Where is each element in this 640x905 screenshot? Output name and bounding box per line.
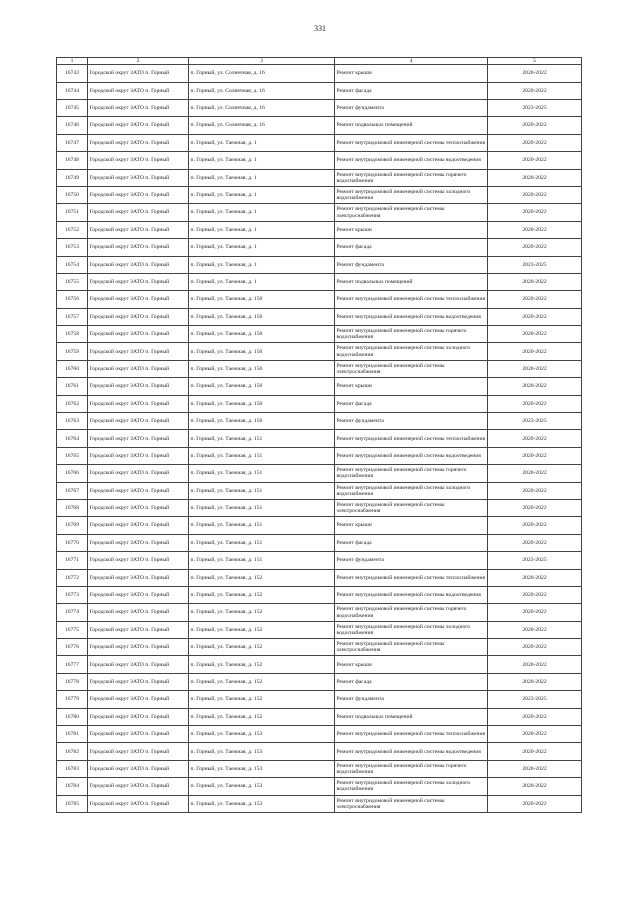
row-number: 16753 [57, 239, 88, 256]
table-row [57, 708, 582, 725]
address-cell: п. Горный, ул. Таежная, д. 151 [189, 447, 335, 464]
header-cell-number: 1 [57, 58, 88, 65]
table-row [57, 482, 582, 499]
work-type-cell: Ремонт внутридомовой инженерной системы электроснабжения [335, 795, 488, 812]
row-number: 16747 [57, 134, 88, 151]
work-type-cell: Ремонт внутридомовой инженерной системы теплоснабжения [335, 726, 488, 743]
period-cell: 2020-2022 [488, 621, 582, 638]
table-row [57, 239, 582, 256]
period-cell: 2020-2022 [488, 447, 582, 464]
row-number: 16784 [57, 778, 88, 795]
period-cell: 2020-2022 [488, 482, 582, 499]
row-number: 16743 [57, 65, 88, 82]
address-cell: п. Горный, ул. Таежная, д. 153 [189, 726, 335, 743]
row-number: 16759 [57, 343, 88, 360]
row-number: 16777 [57, 656, 88, 673]
address-cell: п. Горный, ул. Таежная, д. 150 [189, 413, 335, 430]
row-number: 16775 [57, 621, 88, 638]
work-type-cell: Ремонт внутридомовой инженерной системы холодного водоснабжения [335, 186, 488, 203]
period-cell: 2023-2025 [488, 691, 582, 708]
row-number: 16757 [57, 308, 88, 325]
municipality-cell: Городской округ ЗАТО п. Горный [88, 378, 189, 395]
row-number: 16778 [57, 673, 88, 690]
work-type-cell: Ремонт крыши [335, 517, 488, 534]
work-type-cell: Ремонт фасада [335, 395, 488, 412]
address-cell: п. Горный, ул. Таежная, д. 150 [189, 343, 335, 360]
table-row [57, 326, 582, 343]
municipality-cell: Городской округ ЗАТО п. Горный [88, 795, 189, 812]
table-row [57, 465, 582, 482]
period-cell: 2023-2025 [488, 413, 582, 430]
address-cell: п. Горный, ул. Солнечная, д. 16 [189, 117, 335, 134]
municipality-cell: Городской округ ЗАТО п. Горный [88, 326, 189, 343]
table-row [57, 343, 582, 360]
address-cell: п. Горный, ул. Таежная, д. 151 [189, 517, 335, 534]
table-row [57, 760, 582, 777]
table-row [57, 673, 582, 690]
period-cell: 2023-2025 [488, 99, 582, 116]
address-cell: п. Горный, ул. Таежная, д. 151 [189, 499, 335, 516]
table-row [57, 65, 582, 82]
address-cell: п. Горный, ул. Таежная, д. 153 [189, 778, 335, 795]
municipality-cell: Городской округ ЗАТО п. Горный [88, 604, 189, 621]
period-cell: 2020-2022 [488, 291, 582, 308]
municipality-cell: Городской округ ЗАТО п. Горный [88, 447, 189, 464]
period-cell: 2023-2025 [488, 552, 582, 569]
row-number: 16776 [57, 639, 88, 656]
work-type-cell: Ремонт внутридомовой инженерной системы холодного водоснабжения [335, 343, 488, 360]
period-cell: 2020-2022 [488, 360, 582, 377]
row-number: 16752 [57, 221, 88, 238]
period-cell: 2020-2022 [488, 186, 582, 203]
period-cell: 2020-2022 [488, 760, 582, 777]
row-number: 16780 [57, 708, 88, 725]
work-type-cell: Ремонт фундамента [335, 99, 488, 116]
work-type-cell: Ремонт внутридомовой инженерной системы водоотведения [335, 743, 488, 760]
municipality-cell: Городской округ ЗАТО п. Горный [88, 673, 189, 690]
period-cell: 2020-2022 [488, 82, 582, 99]
municipality-cell: Городской округ ЗАТО п. Горный [88, 621, 189, 638]
row-number: 16771 [57, 552, 88, 569]
municipality-cell: Городской округ ЗАТО п. Горный [88, 760, 189, 777]
address-cell: п. Горный, ул. Таежная, д. 150 [189, 326, 335, 343]
municipality-cell: Городской округ ЗАТО п. Горный [88, 152, 189, 169]
period-cell: 2020-2022 [488, 795, 582, 812]
municipality-cell: Городской округ ЗАТО п. Горный [88, 726, 189, 743]
address-cell: п. Горный, ул. Таежная, д. 152 [189, 604, 335, 621]
table-row [57, 395, 582, 412]
work-type-cell: Ремонт крыши [335, 221, 488, 238]
address-cell: п. Горный, ул. Таежная, д. 150 [189, 308, 335, 325]
table-row [57, 256, 582, 273]
address-cell: п. Горный, ул. Таежная, д. 1 [189, 273, 335, 290]
row-number: 16760 [57, 360, 88, 377]
period-cell: 2020-2022 [488, 343, 582, 360]
municipality-cell: Городской округ ЗАТО п. Горный [88, 343, 189, 360]
municipality-cell: Городской округ ЗАТО п. Горный [88, 360, 189, 377]
row-number: 16748 [57, 152, 88, 169]
period-cell: 2020-2022 [488, 778, 582, 795]
table-row [57, 534, 582, 551]
row-number: 16765 [57, 447, 88, 464]
work-type-cell: Ремонт внутридомовой инженерной системы теплоснабжения [335, 291, 488, 308]
municipality-cell: Городской округ ЗАТО п. Горный [88, 778, 189, 795]
table-row [57, 621, 582, 638]
address-cell: п. Горный, ул. Таежная, д. 150 [189, 395, 335, 412]
table-row [57, 152, 582, 169]
work-type-cell: Ремонт фасада [335, 534, 488, 551]
municipality-cell: Городской округ ЗАТО п. Горный [88, 499, 189, 516]
table-row [57, 586, 582, 603]
address-cell: п. Горный, ул. Таежная, д. 153 [189, 795, 335, 812]
municipality-cell: Городской округ ЗАТО п. Горный [88, 273, 189, 290]
table-row [57, 656, 582, 673]
municipality-cell: Городской округ ЗАТО п. Горный [88, 743, 189, 760]
work-type-cell: Ремонт подвальных помещений [335, 273, 488, 290]
row-number: 16763 [57, 413, 88, 430]
address-cell: п. Горный, ул. Таежная, д. 152 [189, 569, 335, 586]
municipality-cell: Городской округ ЗАТО п. Горный [88, 708, 189, 725]
work-type-cell: Ремонт внутридомовой инженерной системы холодного водоснабжения [335, 778, 488, 795]
work-type-cell: Ремонт внутридомовой инженерной системы холодного водоснабжения [335, 621, 488, 638]
municipality-cell: Городской округ ЗАТО п. Горный [88, 134, 189, 151]
municipality-cell: Городской округ ЗАТО п. Горный [88, 586, 189, 603]
work-type-cell: Ремонт крыши [335, 656, 488, 673]
municipality-cell: Городской округ ЗАТО п. Горный [88, 465, 189, 482]
row-number: 16785 [57, 795, 88, 812]
work-type-cell: Ремонт внутридомовой инженерной системы теплоснабжения [335, 569, 488, 586]
work-type-cell: Ремонт фундамента [335, 413, 488, 430]
period-cell: 2020-2022 [488, 743, 582, 760]
municipality-cell: Городской округ ЗАТО п. Горный [88, 482, 189, 499]
table-row [57, 743, 582, 760]
address-cell: п. Горный, ул. Таежная, д. 1 [189, 186, 335, 203]
page-number: 331 [314, 24, 326, 33]
work-type-cell: Ремонт внутридомовой инженерной системы водоотведения [335, 308, 488, 325]
municipality-cell: Городской округ ЗАТО п. Горный [88, 291, 189, 308]
address-cell: п. Горный, ул. Таежная, д. 152 [189, 621, 335, 638]
work-type-cell: Ремонт внутридомовой инженерной системы электроснабжения [335, 639, 488, 656]
row-number: 16749 [57, 169, 88, 186]
header-cell-period: 5 [488, 58, 582, 65]
work-type-cell: Ремонт внутридомовой инженерной системы водоотведения [335, 586, 488, 603]
work-type-cell: Ремонт внутридомовой инженерной системы горячего водоснабжения [335, 760, 488, 777]
table-row [57, 169, 582, 186]
address-cell: п. Горный, ул. Таежная, д. 1 [189, 204, 335, 221]
address-cell: п. Горный, ул. Таежная, д. 152 [189, 656, 335, 673]
address-cell: п. Горный, ул. Таежная, д. 151 [189, 534, 335, 551]
work-type-cell: Ремонт внутридомовой инженерной системы горячего водоснабжения [335, 465, 488, 482]
address-cell: п. Горный, ул. Таежная, д. 153 [189, 760, 335, 777]
period-cell: 2020-2022 [488, 708, 582, 725]
municipality-cell: Городской округ ЗАТО п. Горный [88, 413, 189, 430]
period-cell: 2020-2022 [488, 673, 582, 690]
row-number: 16783 [57, 760, 88, 777]
address-cell: п. Горный, ул. Таежная, д. 151 [189, 482, 335, 499]
table-row [57, 639, 582, 656]
address-cell: п. Горный, ул. Таежная, д. 152 [189, 586, 335, 603]
header-cell-address: 3 [189, 58, 335, 65]
municipality-cell: Городской округ ЗАТО п. Горный [88, 552, 189, 569]
period-cell: 2020-2022 [488, 726, 582, 743]
row-number: 16744 [57, 82, 88, 99]
period-cell: 2020-2022 [488, 639, 582, 656]
address-cell: п. Горный, ул. Таежная, д. 151 [189, 552, 335, 569]
table-row [57, 413, 582, 430]
table-row [57, 447, 582, 464]
period-cell: 2020-2022 [488, 273, 582, 290]
table-row [57, 134, 582, 151]
row-number: 16782 [57, 743, 88, 760]
row-number: 16764 [57, 430, 88, 447]
work-type-cell: Ремонт внутридомовой инженерной системы водоотведения [335, 152, 488, 169]
table-row [57, 691, 582, 708]
period-cell: 2020-2022 [488, 169, 582, 186]
work-type-cell: Ремонт фасада [335, 673, 488, 690]
row-number: 16781 [57, 726, 88, 743]
address-cell: п. Горный, ул. Таежная, д. 153 [189, 743, 335, 760]
work-type-cell: Ремонт внутридомовой инженерной системы электроснабжения [335, 360, 488, 377]
table-row [57, 291, 582, 308]
municipality-cell: Городской округ ЗАТО п. Горный [88, 169, 189, 186]
municipality-cell: Городской округ ЗАТО п. Горный [88, 65, 189, 82]
row-number: 16761 [57, 378, 88, 395]
table-row [57, 204, 582, 221]
municipality-cell: Городской округ ЗАТО п. Горный [88, 430, 189, 447]
row-number: 16751 [57, 204, 88, 221]
municipality-cell: Городской округ ЗАТО п. Горный [88, 239, 189, 256]
row-number: 16779 [57, 691, 88, 708]
table-row [57, 604, 582, 621]
address-cell: п. Горный, ул. Таежная, д. 150 [189, 378, 335, 395]
period-cell: 2020-2022 [488, 221, 582, 238]
municipality-cell: Городской округ ЗАТО п. Горный [88, 691, 189, 708]
work-type-cell: Ремонт внутридомовой инженерной системы горячего водоснабжения [335, 169, 488, 186]
table-row [57, 221, 582, 238]
table-row [57, 117, 582, 134]
address-cell: п. Горный, ул. Таежная, д. 151 [189, 465, 335, 482]
municipality-cell: Городской округ ЗАТО п. Горный [88, 569, 189, 586]
table-row [57, 378, 582, 395]
period-cell: 2020-2022 [488, 326, 582, 343]
address-cell: п. Горный, ул. Солнечная, д. 16 [189, 65, 335, 82]
table-row [57, 517, 582, 534]
work-type-cell: Ремонт крыши [335, 378, 488, 395]
table-row [57, 499, 582, 516]
address-cell: п. Горный, ул. Таежная, д. 1 [189, 134, 335, 151]
address-cell: п. Горный, ул. Таежная, д. 150 [189, 360, 335, 377]
address-cell: п. Горный, ул. Таежная, д. 150 [189, 291, 335, 308]
table-row [57, 99, 582, 116]
address-cell: п. Горный, ул. Таежная, д. 152 [189, 691, 335, 708]
work-type-cell: Ремонт фундамента [335, 691, 488, 708]
table-row [57, 186, 582, 203]
row-number: 16768 [57, 499, 88, 516]
table-body [57, 58, 582, 813]
row-number: 16766 [57, 465, 88, 482]
work-type-cell: Ремонт фасада [335, 239, 488, 256]
row-number: 16750 [57, 186, 88, 203]
address-cell: п. Горный, ул. Таежная, д. 1 [189, 256, 335, 273]
period-cell: 2020-2022 [488, 604, 582, 621]
municipality-cell: Городской округ ЗАТО п. Горный [88, 82, 189, 99]
header-cell-municipality: 2 [88, 58, 189, 65]
work-type-cell: Ремонт внутридомовой инженерной системы электроснабжения [335, 204, 488, 221]
row-number: 16758 [57, 326, 88, 343]
municipality-cell: Городской округ ЗАТО п. Горный [88, 517, 189, 534]
municipality-cell: Городской округ ЗАТО п. Горный [88, 186, 189, 203]
period-cell: 2020-2022 [488, 517, 582, 534]
address-cell: п. Горный, ул. Солнечная, д. 16 [189, 82, 335, 99]
work-type-cell: Ремонт внутридомовой инженерной системы теплоснабжения [335, 430, 488, 447]
municipality-cell: Городской округ ЗАТО п. Горный [88, 639, 189, 656]
period-cell: 2020-2022 [488, 134, 582, 151]
period-cell: 2020-2022 [488, 204, 582, 221]
table-row [57, 360, 582, 377]
row-number: 16756 [57, 291, 88, 308]
header-cell-work-type: 4 [335, 58, 488, 65]
row-number: 16762 [57, 395, 88, 412]
row-number: 16755 [57, 273, 88, 290]
table-row [57, 552, 582, 569]
address-cell: п. Горный, ул. Таежная, д. 1 [189, 169, 335, 186]
row-number: 16772 [57, 569, 88, 586]
address-cell: п. Горный, ул. Таежная, д. 1 [189, 221, 335, 238]
municipality-cell: Городской округ ЗАТО п. Горный [88, 534, 189, 551]
address-cell: п. Горный, ул. Таежная, д. 1 [189, 239, 335, 256]
municipality-cell: Городской округ ЗАТО п. Горный [88, 256, 189, 273]
address-cell: п. Горный, ул. Таежная, д. 152 [189, 708, 335, 725]
work-type-cell: Ремонт внутридомовой инженерной системы холодного водоснабжения [335, 482, 488, 499]
period-cell: 2020-2022 [488, 117, 582, 134]
work-type-cell: Ремонт фундамента [335, 552, 488, 569]
period-cell: 2020-2022 [488, 378, 582, 395]
work-type-cell: Ремонт внутридомовой инженерной системы электроснабжения [335, 499, 488, 516]
table-row [57, 308, 582, 325]
work-type-cell: Ремонт внутридомовой инженерной системы горячего водоснабжения [335, 604, 488, 621]
table-row [57, 726, 582, 743]
work-type-cell: Ремонт подвальных помещений [335, 708, 488, 725]
period-cell: 2023-2025 [488, 256, 582, 273]
period-cell: 2020-2022 [488, 465, 582, 482]
table-row [57, 778, 582, 795]
work-type-cell: Ремонт крыши [335, 65, 488, 82]
row-number: 16767 [57, 482, 88, 499]
period-cell: 2020-2022 [488, 239, 582, 256]
row-number: 16773 [57, 586, 88, 603]
period-cell: 2020-2022 [488, 152, 582, 169]
municipality-cell: Городской округ ЗАТО п. Горный [88, 117, 189, 134]
table-row [57, 430, 582, 447]
period-cell: 2020-2022 [488, 569, 582, 586]
table-row [57, 273, 582, 290]
municipality-cell: Городской округ ЗАТО п. Горный [88, 204, 189, 221]
row-number: 16754 [57, 256, 88, 273]
address-cell: п. Горный, ул. Таежная, д. 152 [189, 639, 335, 656]
municipality-cell: Городской округ ЗАТО п. Горный [88, 99, 189, 116]
row-number: 16746 [57, 117, 88, 134]
repair-schedule-table [56, 57, 582, 813]
municipality-cell: Городской округ ЗАТО п. Горный [88, 308, 189, 325]
period-cell: 2020-2022 [488, 586, 582, 603]
period-cell: 2020-2022 [488, 308, 582, 325]
address-cell: п. Горный, ул. Солнечная, д. 16 [189, 99, 335, 116]
table-header-row [57, 58, 582, 65]
municipality-cell: Городской округ ЗАТО п. Горный [88, 395, 189, 412]
row-number: 16774 [57, 604, 88, 621]
work-type-cell: Ремонт внутридомовой инженерной системы водоотведения [335, 447, 488, 464]
period-cell: 2020-2022 [488, 534, 582, 551]
address-cell: п. Горный, ул. Таежная, д. 1 [189, 152, 335, 169]
row-number: 16745 [57, 99, 88, 116]
row-number: 16770 [57, 534, 88, 551]
work-type-cell: Ремонт подвальных помещений [335, 117, 488, 134]
municipality-cell: Городской округ ЗАТО п. Горный [88, 656, 189, 673]
work-type-cell: Ремонт внутридомовой инженерной системы теплоснабжения [335, 134, 488, 151]
period-cell: 2020-2022 [488, 656, 582, 673]
table-row [57, 795, 582, 812]
period-cell: 2020-2022 [488, 395, 582, 412]
table-row [57, 82, 582, 99]
address-cell: п. Горный, ул. Таежная, д. 151 [189, 430, 335, 447]
row-number: 16769 [57, 517, 88, 534]
work-type-cell: Ремонт фасада [335, 82, 488, 99]
address-cell: п. Горный, ул. Таежная, д. 152 [189, 673, 335, 690]
period-cell: 2020-2022 [488, 65, 582, 82]
work-type-cell: Ремонт фундамента [335, 256, 488, 273]
work-type-cell: Ремонт внутридомовой инженерной системы горячего водоснабжения [335, 326, 488, 343]
municipality-cell: Городской округ ЗАТО п. Горный [88, 221, 189, 238]
period-cell: 2020-2022 [488, 430, 582, 447]
period-cell: 2020-2022 [488, 499, 582, 516]
table-row [57, 569, 582, 586]
